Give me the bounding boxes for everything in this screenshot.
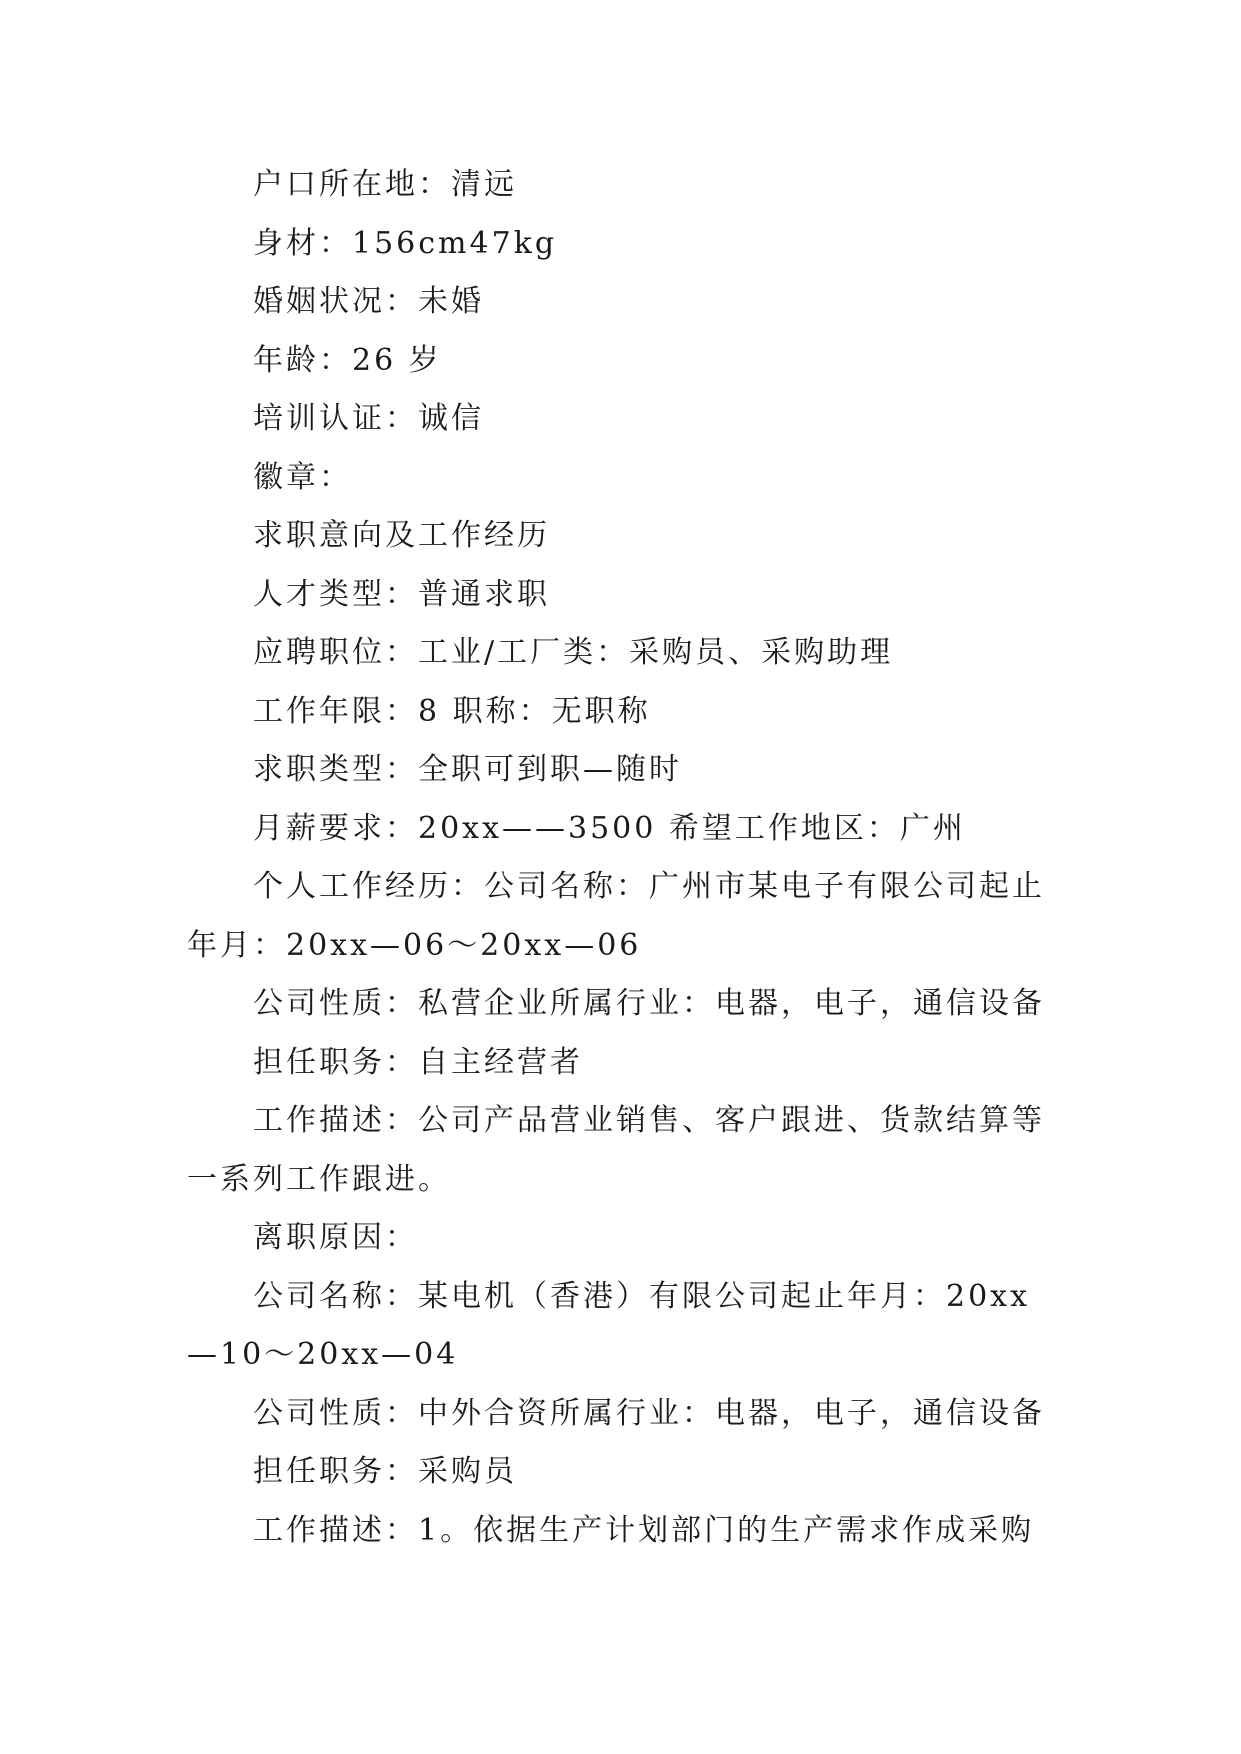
company-nature-line-2: 公司性质：中外合资所属行业：电器，电子，通信设备 [253, 1395, 1045, 1431]
marital-status-line: 婚姻状况：未婚 [253, 284, 484, 319]
experience-years-line: 工作年限：8 职称：无职称 [253, 693, 651, 729]
section-heading: 求职意向及工作经历 [253, 518, 550, 553]
company-name-paragraph: 公司名称：某电机（香港）有限公司起止年月：20xx—10～20xx—04 [187, 1278, 1031, 1372]
job-description-paragraph: 工作描述：公司产品营业销售、客户跟进、货款结算等一系列工作跟进。 [187, 1103, 1045, 1197]
company-nature-line: 公司性质：私营企业所属行业：电器，电子，通信设备 [253, 986, 1045, 1021]
salary-line: 月薪要求：20xx——3500 希望工作地区：广州 [253, 810, 966, 846]
work-history-paragraph: 个人工作经历：公司名称：广州市某电子有限公司起止年月：20xx—06～20xx—06 [187, 869, 1045, 963]
talent-type-line: 人才类型：普通求职 [253, 576, 550, 612]
job-description-line-2: 工作描述：1。依据生产计划部门的生产需求作成采购 [253, 1512, 1035, 1548]
document-body [187, 156, 1057, 1560]
hukou-line: 户口所在地：清远 [253, 167, 517, 202]
job-title-line: 担任职务：自主经营者 [253, 1044, 583, 1080]
job-title-line-2: 担任职务：采购员 [253, 1454, 517, 1489]
age-line: 年龄：26 岁 [253, 342, 442, 378]
position-line: 应聘职位：工业/工厂类：采购员、采购助理 [253, 635, 894, 670]
body-measure-line: 身材：156cm47kg [253, 225, 558, 261]
leaving-reason-line: 离职原因： [253, 1220, 418, 1255]
badge-line: 徽章： [253, 459, 352, 495]
job-type-line: 求职类型：全职可到职—随时 [253, 752, 682, 787]
certification-line: 培训认证：诚信 [253, 401, 484, 436]
